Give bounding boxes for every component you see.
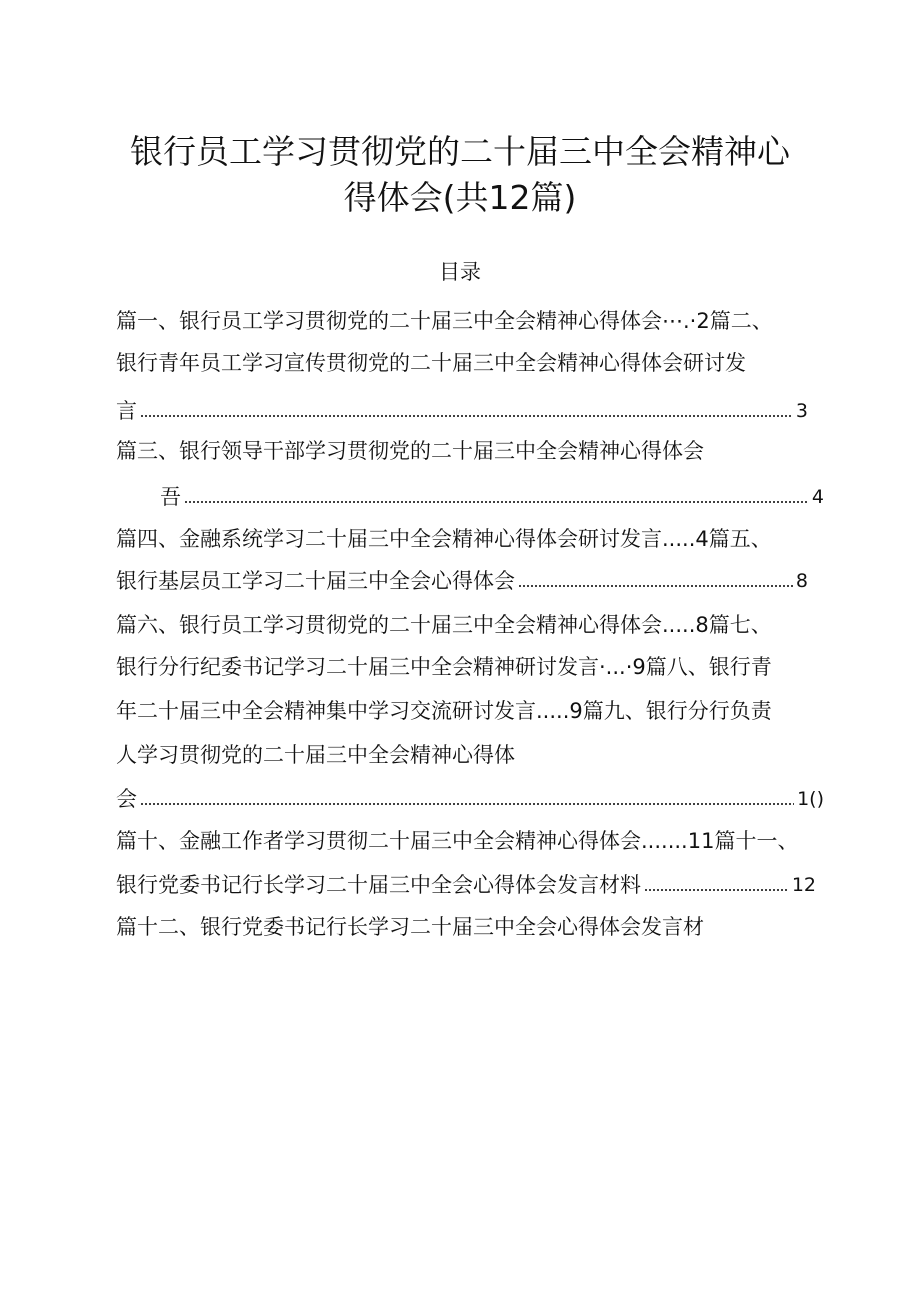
toc-dotted-entry	[160, 482, 824, 512]
toc-heading: 目录	[439, 260, 481, 284]
toc-line: 篇十、金融工作者学习贯彻二十届三中全会精神心得体会.......11篇十一、	[116, 829, 799, 853]
dot-leader	[184, 500, 809, 504]
toc-entry-text: 银行党委书记行长学习二十届三中全会心得体会发言材料	[116, 873, 641, 897]
dot-leader	[140, 414, 793, 418]
dot-leader	[644, 888, 789, 892]
toc-line: 银行分行纪委书记学习二十届三中全会精神研讨发言·...·9篇八、银行青	[116, 655, 772, 679]
document-title-line-2: 得体会(共12篇)	[343, 178, 577, 217]
toc-line: 人学习贯彻党的二十届三中全会精神心得体	[116, 743, 515, 767]
toc-dotted-entry	[116, 566, 808, 596]
toc-line: 年二十届三中全会精神集中学习交流研讨发言.....9篇九、银行分行负责	[116, 699, 772, 723]
toc-line: 篇三、银行领导干部学习贯彻党的二十届三中全会精神心得体会	[116, 439, 704, 463]
toc-page-number: 12	[791, 874, 816, 896]
toc-dotted-entry	[116, 870, 816, 900]
toc-page-number: 3	[795, 400, 808, 422]
toc-line: 篇六、银行员工学习贯彻党的二十届三中全会精神心得体会.....8篇七、	[116, 613, 772, 637]
toc-page-number: 1()	[797, 788, 824, 810]
dot-leader	[140, 802, 794, 806]
toc-entry-text: 吾	[160, 485, 181, 509]
toc-dotted-entry	[116, 784, 824, 814]
toc-dotted-entry	[116, 396, 808, 426]
toc-entry-text: 银行基层员工学习二十届三中全会心得体会	[116, 569, 515, 593]
toc-line: 银行青年员工学习宣传贯彻党的二十届三中全会精神心得体会研讨发	[116, 351, 746, 375]
toc-page-number: 8	[795, 570, 808, 592]
toc-line: 篇一、银行员工学习贯彻党的二十届三中全会精神心得体会⋯.·2篇二、	[116, 309, 773, 333]
toc-page-number: 4	[811, 486, 824, 508]
toc-entry-text: 会	[116, 787, 137, 811]
toc-line: 篇十二、银行党委书记行长学习二十届三中全会心得体会发言材	[116, 915, 704, 939]
toc-entry-text: 言	[116, 399, 137, 423]
dot-leader	[518, 584, 793, 588]
toc-line: 篇四、金融系统学习二十届三中全会精神心得体会研讨发言.....4篇五、	[116, 527, 772, 551]
document-title-line-1: 银行员工学习贯彻党的二十届三中全会精神心	[130, 132, 790, 171]
